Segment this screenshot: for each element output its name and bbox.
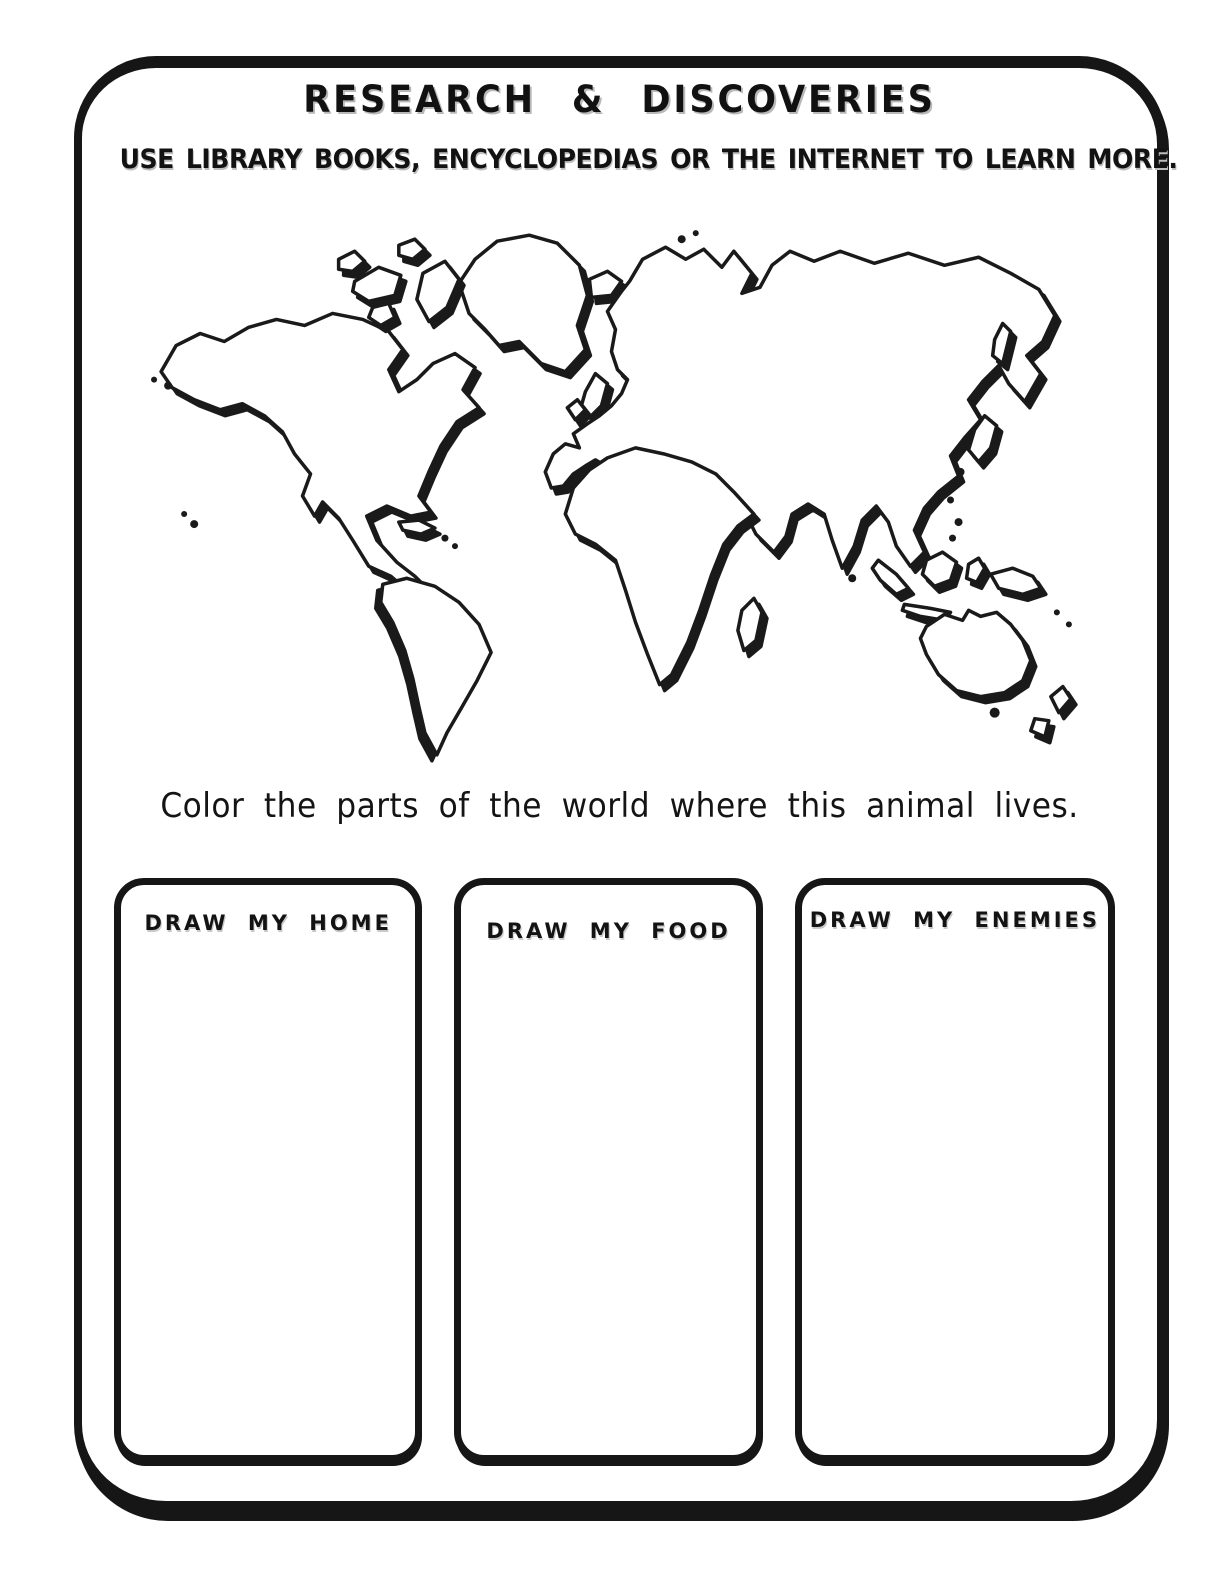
arctic-island [353,267,401,301]
island-borneo [922,552,956,586]
hawaiian-islet [190,520,198,528]
island-tasmania [990,708,1000,718]
draw-box-label: DRAW MY HOME [144,911,392,935]
island-new-zealand-north [1051,687,1071,713]
continent-north-america [161,313,479,598]
island-new-zealand-south [1031,719,1049,737]
hawaiian-islet [181,511,187,517]
caribbean-islet [441,535,448,542]
arctic-island [339,251,365,271]
page-title: RESEARCH & DISCOVERIES [303,78,936,121]
island-taiwan [947,496,954,503]
world-map-icon [136,220,1104,774]
island-cuba [399,520,435,534]
island-sulawesi [967,558,985,582]
draw-boxes-row [114,878,1115,1462]
island-sumatra [872,560,908,594]
continent-south-america [381,578,491,755]
instructions-text: USE LIBRARY BOOKS, ENCYCLOPEDIAS OR THE INTERNET TO LEARN MORE. [119,144,1178,175]
arctic-island [369,303,395,325]
map-caption: Color the parts of the world where this animal lives. [160,786,1079,826]
svalbard-islet [678,235,686,243]
island-philippines [949,535,956,542]
svalbard-islet [693,230,699,236]
draw-box-label: DRAW MY ENEMIES [809,908,1100,932]
draw-my-home-box[interactable] [114,878,422,1462]
island-philippines [955,518,963,526]
arctic-island [417,261,459,321]
island-iceland [589,271,621,297]
aleutian-islet [151,377,157,383]
draw-box-label: DRAW MY FOOD [486,919,731,943]
caribbean-islet [452,543,458,549]
pacific-islet [1066,621,1072,627]
page-border-frame [74,56,1178,1516]
island-madagascar [738,598,762,650]
draw-my-food-box[interactable] [454,878,762,1462]
pacific-islet [1054,609,1060,615]
continent-africa [565,448,754,685]
island-greenland [459,235,587,371]
island-japan-south [957,468,965,476]
draw-my-enemies-box[interactable] [795,878,1115,1462]
arctic-island [399,239,425,259]
island-new-guinea [991,568,1041,594]
aleutian-islet [164,382,172,390]
island-sri-lanka [848,574,856,582]
world-map-illustration[interactable] [136,220,1104,774]
continent-australia [920,610,1030,696]
